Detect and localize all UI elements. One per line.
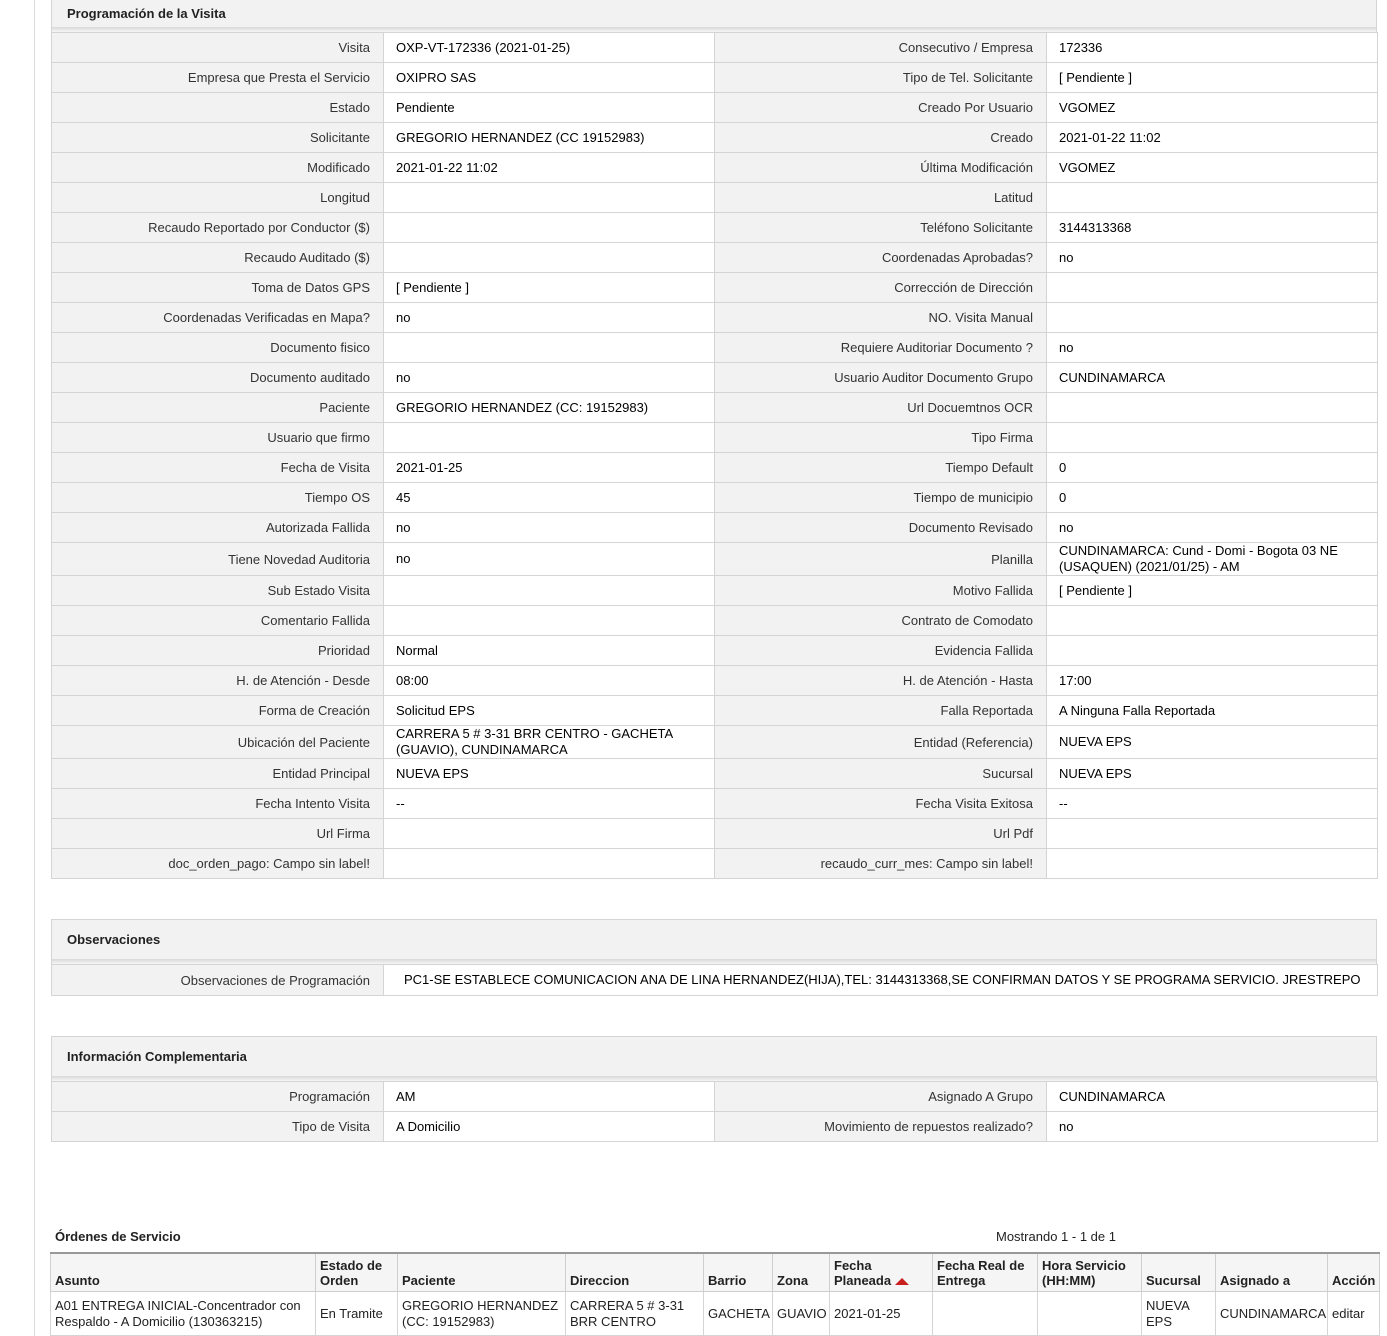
field-value-url-docuemtnos-ocr xyxy=(1047,393,1378,423)
field-label-no-visita-manual: NO. Visita Manual xyxy=(715,303,1047,333)
detail-row xyxy=(52,423,1378,453)
field-value-sucursal: NUEVA EPS xyxy=(1047,759,1378,789)
field-label-autorizada-fallida: Autorizada Fallida xyxy=(52,513,384,543)
column-header-label: Fecha Planeada xyxy=(834,1258,892,1288)
cell-accion xyxy=(1328,1292,1380,1336)
sort-asc-icon[interactable] xyxy=(895,1278,909,1285)
column-header-sucursal[interactable] xyxy=(1142,1253,1216,1292)
field-label-latitud: Latitud xyxy=(715,183,1047,213)
field-value-tiene-novedad-auditoria: no xyxy=(384,543,715,576)
detail-row xyxy=(52,1112,1378,1142)
field-label-planilla: Planilla xyxy=(715,543,1047,576)
field-label-correccion-de-direccion: Corrección de Dirección xyxy=(715,273,1047,303)
observaciones-title: Observaciones xyxy=(51,919,1377,959)
field-value-url-pdf xyxy=(1047,819,1378,849)
field-label-tiempo-os: Tiempo OS xyxy=(52,483,384,513)
field-value-entidad-principal: NUEVA EPS xyxy=(384,759,715,789)
field-label-visita: Visita xyxy=(52,33,384,63)
column-header-asunto[interactable] xyxy=(51,1253,316,1292)
column-header-barrio[interactable] xyxy=(704,1253,773,1292)
column-header-label: Barrio xyxy=(708,1273,747,1288)
detail-row xyxy=(52,666,1378,696)
field-value-contrato-de-comodato xyxy=(1047,606,1378,636)
column-header-paciente[interactable] xyxy=(398,1253,566,1292)
field-value-empresa-que-presta-el-servicio: OXIPRO SAS xyxy=(384,63,715,93)
column-header-label: Acción xyxy=(1332,1273,1376,1288)
field-value-h-de-atencion-hasta: 17:00 xyxy=(1047,666,1378,696)
field-label-recaudo-reportado-por-conductor: Recaudo Reportado por Conductor ($) xyxy=(52,213,384,243)
field-value-tiempo-de-municipio: 0 xyxy=(1047,483,1378,513)
field-label-h-de-atencion-hasta: H. de Atención - Hasta xyxy=(715,666,1047,696)
column-header-label: Hora Servicio (HH:MM) xyxy=(1042,1258,1126,1288)
field-label-creado-por-usuario: Creado Por Usuario xyxy=(715,93,1047,123)
detail-row xyxy=(52,789,1378,819)
field-value-tiempo-default: 0 xyxy=(1047,453,1378,483)
field-value-consecutivo-empresa: 172336 xyxy=(1047,33,1378,63)
field-label-coordenadas-aprobadas: Coordenadas Aprobadas? xyxy=(715,243,1047,273)
cell-fecha-real-de-entrega xyxy=(933,1292,1038,1336)
field-value-solicitante: GREGORIO HERNANDEZ (CC 19152983) xyxy=(384,123,715,153)
table-row xyxy=(51,1292,1380,1336)
field-value-recaudo-reportado-por-conductor xyxy=(384,213,715,243)
detail-row xyxy=(52,819,1378,849)
field-label-estado: Estado xyxy=(52,93,384,123)
column-header-accion[interactable] xyxy=(1328,1253,1380,1292)
column-header-direccion[interactable] xyxy=(566,1253,704,1292)
field-label-comentario-fallida: Comentario Fallida xyxy=(52,606,384,636)
field-label-url-firma: Url Firma xyxy=(52,819,384,849)
ordenes-table xyxy=(50,1252,1380,1336)
detail-row xyxy=(52,213,1378,243)
field-label-doc-orden-pago-campo-sin-label: doc_orden_pago: Campo sin label! xyxy=(52,849,384,879)
field-label-contrato-de-comodato: Contrato de Comodato xyxy=(715,606,1047,636)
detail-row xyxy=(52,849,1378,879)
field-value-longitud xyxy=(384,183,715,213)
field-label-usuario-que-firmo: Usuario que firmo xyxy=(52,423,384,453)
field-label-entidad-referencia: Entidad (Referencia) xyxy=(715,726,1047,759)
editar-link[interactable]: editar xyxy=(1332,1305,1365,1321)
field-value-programacion: AM xyxy=(384,1082,715,1112)
field-label-documento-revisado: Documento Revisado xyxy=(715,513,1047,543)
field-label-documento-auditado: Documento auditado xyxy=(52,363,384,393)
detail-row xyxy=(52,759,1378,789)
field-value-tipo-de-tel-solicitante: [ Pendiente ] xyxy=(1047,63,1378,93)
field-value-autorizada-fallida: no xyxy=(384,513,715,543)
field-value-correccion-de-direccion xyxy=(1047,273,1378,303)
field-value-estado: Pendiente xyxy=(384,93,715,123)
ordenes-header-row xyxy=(51,1253,1380,1292)
field-value-planilla: CUNDINAMARCA: Cund - Domi - Bogota 03 NE (USAQUEN) (2021/01/25) - AM xyxy=(1047,543,1378,576)
field-value-recaudo-curr-mes-campo-sin-label xyxy=(1047,849,1378,879)
cell-paciente: GREGORIO HERNANDEZ (CC: 19152983) xyxy=(398,1292,566,1336)
field-value-fecha-visita-exitosa: -- xyxy=(1047,789,1378,819)
detail-row xyxy=(52,183,1378,213)
detail-row xyxy=(52,123,1378,153)
detail-row xyxy=(52,363,1378,393)
field-label-tiene-novedad-auditoria: Tiene Novedad Auditoria xyxy=(52,543,384,576)
field-label-ubicacion-del-paciente: Ubicación del Paciente xyxy=(52,726,384,759)
observaciones-panel xyxy=(51,919,1377,996)
column-header-label: Zona xyxy=(777,1273,809,1288)
programacion-panel xyxy=(51,0,1377,879)
detail-row xyxy=(52,606,1378,636)
column-header-asignado-a[interactable] xyxy=(1216,1253,1328,1292)
field-value-movimiento-de-repuestos-realizado: no xyxy=(1047,1112,1378,1142)
detail-row xyxy=(52,273,1378,303)
field-label-fecha-de-visita: Fecha de Visita xyxy=(52,453,384,483)
field-value-documento-auditado: no xyxy=(384,363,715,393)
field-label-asignado-a-grupo: Asignado A Grupo xyxy=(715,1082,1047,1112)
field-label-recaudo-auditado: Recaudo Auditado ($) xyxy=(52,243,384,273)
column-header-fecha-real-de-entrega[interactable] xyxy=(933,1253,1038,1292)
field-label-prioridad: Prioridad xyxy=(52,636,384,666)
field-value-sub-estado-visita xyxy=(384,576,715,606)
field-value-comentario-fallida xyxy=(384,606,715,636)
field-value-motivo-fallida: [ Pendiente ] xyxy=(1047,576,1378,606)
field-value-usuario-que-firmo xyxy=(384,423,715,453)
observaciones-label: Observaciones de Programación xyxy=(52,965,384,996)
field-label-consecutivo-empresa: Consecutivo / Empresa xyxy=(715,33,1047,63)
field-label-longitud: Longitud xyxy=(52,183,384,213)
field-label-fecha-visita-exitosa: Fecha Visita Exitosa xyxy=(715,789,1047,819)
detail-row xyxy=(52,543,1378,576)
field-value-documento-fisico xyxy=(384,333,715,363)
field-value-evidencia-fallida xyxy=(1047,636,1378,666)
field-value-latitud xyxy=(1047,183,1378,213)
detail-row xyxy=(52,483,1378,513)
column-header-label: Asignado a xyxy=(1220,1273,1291,1288)
field-label-usuario-auditor-documento-grupo: Usuario Auditor Documento Grupo xyxy=(715,363,1047,393)
field-label-evidencia-fallida: Evidencia Fallida xyxy=(715,636,1047,666)
field-label-empresa-que-presta-el-servicio: Empresa que Presta el Servicio xyxy=(52,63,384,93)
ordenes-title: Órdenes de Servicio xyxy=(55,1229,181,1244)
field-label-tipo-de-visita: Tipo de Visita xyxy=(52,1112,384,1142)
field-label-movimiento-de-repuestos-realizado: Movimiento de repuestos realizado? xyxy=(715,1112,1047,1142)
detail-row xyxy=(52,153,1378,183)
column-header-label: Estado de Orden xyxy=(320,1258,383,1288)
field-value-fecha-intento-visita: -- xyxy=(384,789,715,819)
field-value-url-firma xyxy=(384,819,715,849)
field-value-doc-orden-pago-campo-sin-label xyxy=(384,849,715,879)
field-label-url-pdf: Url Pdf xyxy=(715,819,1047,849)
detail-row xyxy=(52,696,1378,726)
field-value-forma-de-creacion: Solicitud EPS xyxy=(384,696,715,726)
detail-row xyxy=(52,33,1378,63)
column-header-label: Fecha Real de Entrega xyxy=(937,1258,1025,1288)
complementaria-title: Información Complementaria xyxy=(51,1036,1377,1076)
detail-row xyxy=(52,726,1378,759)
left-divider xyxy=(34,0,35,1336)
observaciones-value xyxy=(384,965,1378,996)
field-label-ultima-modificacion: Última Modificación xyxy=(715,153,1047,183)
column-header-label: Direccion xyxy=(570,1273,630,1288)
field-value-ultima-modificacion: VGOMEZ xyxy=(1047,153,1378,183)
field-value-visita: OXP-VT-172336 (2021-01-25) xyxy=(384,33,715,63)
field-value-creado: 2021-01-22 11:02 xyxy=(1047,123,1378,153)
observaciones-row xyxy=(52,965,1378,996)
observaciones-table xyxy=(51,964,1378,996)
detail-row xyxy=(52,453,1378,483)
field-value-ubicacion-del-paciente: CARRERA 5 # 3-31 BRR CENTRO - GACHETA (GUAVIO), CUNDINAMARCA xyxy=(384,726,715,759)
field-value-paciente: GREGORIO HERNANDEZ (CC: 19152983) xyxy=(384,393,715,423)
field-label-tiempo-default: Tiempo Default xyxy=(715,453,1047,483)
field-value-recaudo-auditado xyxy=(384,243,715,273)
field-value-fecha-de-visita: 2021-01-25 xyxy=(384,453,715,483)
cell-direccion: CARRERA 5 # 3-31 BRR CENTRO xyxy=(566,1292,704,1336)
column-header-estado-de-orden[interactable] xyxy=(316,1253,398,1292)
field-label-programacion: Programación xyxy=(52,1082,384,1112)
field-label-sub-estado-visita: Sub Estado Visita xyxy=(52,576,384,606)
field-value-no-visita-manual xyxy=(1047,303,1378,333)
field-label-modificado: Modificado xyxy=(52,153,384,183)
cell-hora-servicio-hh-mm xyxy=(1038,1292,1142,1336)
field-value-tipo-firma xyxy=(1047,423,1378,453)
field-label-h-de-atencion-desde: H. de Atención - Desde xyxy=(52,666,384,696)
field-value-coordenadas-aprobadas: no xyxy=(1047,243,1378,273)
field-label-coordenadas-verificadas-en-mapa: Coordenadas Verificadas en Mapa? xyxy=(52,303,384,333)
field-label-tiempo-de-municipio: Tiempo de municipio xyxy=(715,483,1047,513)
cell-asignado-a: CUNDINAMARCA xyxy=(1216,1292,1328,1336)
field-value-documento-revisado: no xyxy=(1047,513,1378,543)
cell-asunto: A01 ENTREGA INICIAL-Concentrador con Respaldo - A Domicilio (130363215) xyxy=(51,1292,316,1336)
field-label-entidad-principal: Entidad Principal xyxy=(52,759,384,789)
detail-row xyxy=(52,303,1378,333)
cell-fecha-planeada: 2021-01-25 xyxy=(830,1292,933,1336)
field-label-motivo-fallida: Motivo Fallida xyxy=(715,576,1047,606)
programacion-title: Programación de la Visita xyxy=(51,0,1377,27)
field-label-forma-de-creacion: Forma de Creación xyxy=(52,696,384,726)
field-value-entidad-referencia: NUEVA EPS xyxy=(1047,726,1378,759)
column-header-label: Asunto xyxy=(55,1273,100,1288)
field-label-tipo-firma: Tipo Firma xyxy=(715,423,1047,453)
detail-row xyxy=(52,513,1378,543)
complementaria-table xyxy=(51,1081,1378,1142)
field-value-usuario-auditor-documento-grupo: CUNDINAMARCA xyxy=(1047,363,1378,393)
field-value-telefono-solicitante: 3144313368 xyxy=(1047,213,1378,243)
field-label-falla-reportada: Falla Reportada xyxy=(715,696,1047,726)
field-label-url-docuemtnos-ocr: Url Docuemtnos OCR xyxy=(715,393,1047,423)
field-value-h-de-atencion-desde: 08:00 xyxy=(384,666,715,696)
detail-row xyxy=(52,393,1378,423)
programacion-table xyxy=(51,32,1378,879)
cell-barrio: GACHETA xyxy=(704,1292,773,1336)
field-value-asignado-a-grupo: CUNDINAMARCA xyxy=(1047,1082,1378,1112)
cell-zona: GUAVIO xyxy=(773,1292,830,1336)
complementaria-panel xyxy=(51,1036,1377,1142)
field-value-creado-por-usuario: VGOMEZ xyxy=(1047,93,1378,123)
field-label-sucursal: Sucursal xyxy=(715,759,1047,789)
field-value-toma-de-datos-gps: [ Pendiente ] xyxy=(384,273,715,303)
detail-row xyxy=(52,333,1378,363)
detail-row xyxy=(52,93,1378,123)
field-value-prioridad: Normal xyxy=(384,636,715,666)
detail-row xyxy=(52,243,1378,273)
cell-estado-de-orden: En Tramite xyxy=(316,1292,398,1336)
cell-sucursal: NUEVA EPS xyxy=(1142,1292,1216,1336)
field-label-tipo-de-tel-solicitante: Tipo de Tel. Solicitante xyxy=(715,63,1047,93)
detail-row xyxy=(52,576,1378,606)
column-header-label: Paciente xyxy=(402,1273,456,1288)
column-header-zona[interactable] xyxy=(773,1253,830,1292)
field-value-modificado: 2021-01-22 11:02 xyxy=(384,153,715,183)
observaciones-text: PC1-SE ESTABLECE COMUNICACION ANA DE LINA HERNANDEZ(HIJA),TEL: 3144313368,SE CONFIRMAN DATOS Y SE PROGRAMA SERVICIO. JRESTREPO xyxy=(404,972,1361,987)
field-label-telefono-solicitante: Teléfono Solicitante xyxy=(715,213,1047,243)
field-value-coordenadas-verificadas-en-mapa: no xyxy=(384,303,715,333)
field-value-tipo-de-visita: A Domicilio xyxy=(384,1112,715,1142)
field-value-tiempo-os: 45 xyxy=(384,483,715,513)
field-value-falla-reportada: A Ninguna Falla Reportada xyxy=(1047,696,1378,726)
field-label-documento-fisico: Documento fisico xyxy=(52,333,384,363)
column-header-fecha-planeada[interactable] xyxy=(830,1253,933,1292)
field-label-creado: Creado xyxy=(715,123,1047,153)
field-label-solicitante: Solicitante xyxy=(52,123,384,153)
ordenes-count: Mostrando 1 - 1 de 1 xyxy=(996,1229,1116,1244)
field-label-fecha-intento-visita: Fecha Intento Visita xyxy=(52,789,384,819)
field-value-requiere-auditoriar-documento: no xyxy=(1047,333,1378,363)
detail-row xyxy=(52,636,1378,666)
field-label-paciente: Paciente xyxy=(52,393,384,423)
field-label-toma-de-datos-gps: Toma de Datos GPS xyxy=(52,273,384,303)
column-header-label: Sucursal xyxy=(1146,1273,1201,1288)
column-header-hora-servicio-hh-mm[interactable] xyxy=(1038,1253,1142,1292)
detail-row xyxy=(52,63,1378,93)
field-label-recaudo-curr-mes-campo-sin-label: recaudo_curr_mes: Campo sin label! xyxy=(715,849,1047,879)
field-label-requiere-auditoriar-documento: Requiere Auditoriar Documento ? xyxy=(715,333,1047,363)
detail-row xyxy=(52,1082,1378,1112)
